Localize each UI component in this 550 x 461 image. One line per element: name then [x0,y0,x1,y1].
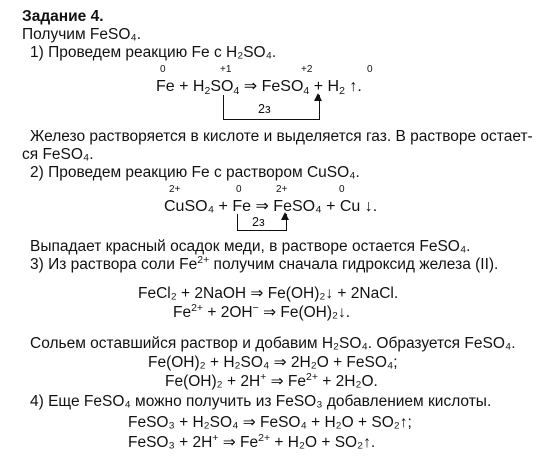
section1-text-1: Железо растворяется в кислоте и выделяется газ. В растворе остает- [30,128,533,145]
ox-state-fe2: 2+ [276,184,288,195]
electron-arrow-icon [281,212,289,220]
electron-count: 2з [258,102,271,116]
section3-equation-1: FeCl₂ + 2NaOH ⇒ Fe(OH)₂↓ + 2NaCl. [138,285,399,302]
ox-state-h2: 0 [367,64,373,75]
section2-heading: 2) Проведем реакцию Fe с раствором CuSO₄. [30,164,360,181]
electron-count: 2з [252,215,265,229]
section3-text: Сольем оставшийся раствор и добавим H₂SO₄. Образуется FeSO₄. [30,335,516,352]
ox-state-h: +1 [220,64,232,75]
section1-heading: 1) Проведем реакцию Fe с H₂SO₄. [30,44,277,61]
section3-equation-2: $Fe^{2+} + 2OH^-$ ⇒ Fe(OH)₂↓. [173,302,351,321]
equation-1: $Fe + H_2SO_4$ ⇒ FeSO$_4$ + $H_2$ ↑. [156,78,362,97]
ox-state-cu: 2+ [169,184,181,195]
ox-state-fe: 0 [236,184,242,195]
section3-heading: 3) Из раствора соли $Fe^{2+}$ получим сначала гидроксид железа (II). [30,254,499,273]
section4-equation-2: FeSO₃ + 2H+ ⇒ $Fe^{2+} + H_2O$ + SO₂↑. [128,432,376,451]
intro-text: Получим FeSO₄. [22,26,142,43]
equation-2: CuSO₄ + Fe ⇒ FeSO₄ + Cu ↓. [164,198,378,215]
section3-equation-3: Fe(OH)₂ + H₂SO₄ ⇒ 2H₂O + FeSO₄; [148,354,398,371]
electron-transfer-bracket [223,95,320,120]
electron-arrow-icon [314,93,322,101]
ox-state-fe: 0 [160,64,166,75]
section2-text: Выпадает красный осадок меди, в растворе остается FeSO₄. [30,238,471,255]
ox-state-cu0: 0 [339,184,345,195]
section3-equation-4: Fe(OH)₂ + 2H+ ⇒ $Fe^{2+} + 2H_2O$. [165,371,378,390]
section4-equation-1: FeSO₃ + H₂SO₄ ⇒ FeSO₄ + H₂O + SO₂↑; [128,414,412,431]
ox-state-fe2: +2 [301,64,313,75]
task-title: Задание 4. [22,8,104,25]
section4-heading: 4) Еще FeSO₄ можно получить из FeSO₃ добавлением кислоты. [30,393,492,410]
section1-text-2: ся FeSO₄. [22,146,94,163]
